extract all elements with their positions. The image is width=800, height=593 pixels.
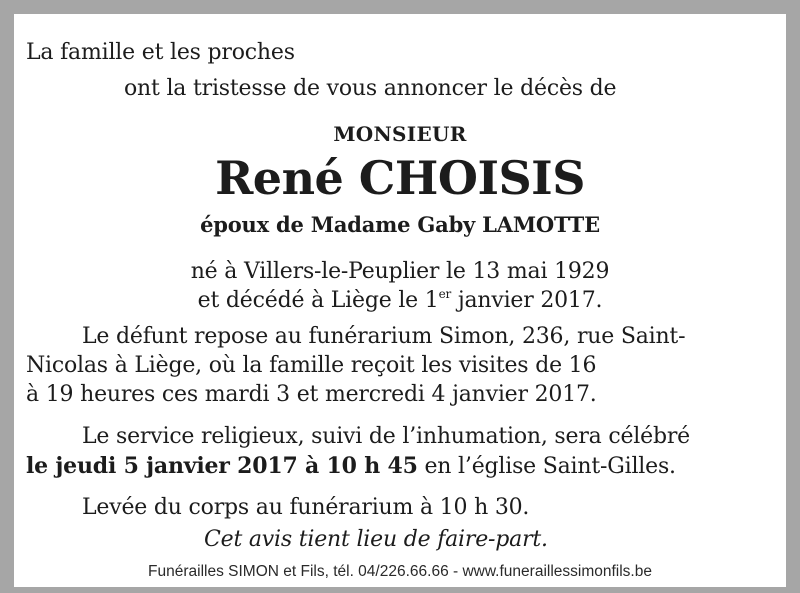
deceased-name: René CHOISIS bbox=[215, 151, 585, 205]
closing-line: Cet avis tient lieu de faire-part. bbox=[204, 527, 548, 552]
levee-line: Levée du corps au funérarium à 10 h 30. bbox=[82, 495, 530, 520]
intro-line-family: La famille et les proches bbox=[26, 40, 295, 65]
service-line-2 bbox=[26, 453, 676, 480]
death-line-suffix: janvier 2017. bbox=[451, 288, 603, 313]
death-line-prefix: et décédé à Liège le 1 bbox=[197, 288, 439, 313]
visits-line-1: Le défunt repose au funérarium Simon, 236, rue Saint- bbox=[82, 324, 686, 349]
service-datetime: le jeudi 5 janvier 2017 à 10 h 45 bbox=[26, 453, 418, 479]
intro-line-announcement: ont la tristesse de vous annoncer le décès de bbox=[124, 76, 617, 101]
service-location: en l’église Saint-Gilles. bbox=[417, 454, 676, 479]
visits-line-2: Nicolas à Liège, où la famille reçoit les visites de 16 bbox=[26, 353, 597, 378]
service-line-1: Le service religieux, suivi de l’inhumation, sera célébré bbox=[82, 424, 690, 449]
birth-line: né à Villers-le-Peuplier le 13 mai 1929 bbox=[190, 259, 610, 284]
death-notice bbox=[14, 14, 786, 587]
spouse-line: époux de Madame Gaby LAMOTTE bbox=[200, 212, 600, 237]
deceased-title: MONSIEUR bbox=[333, 122, 467, 146]
death-line bbox=[14, 288, 786, 314]
visits-line-3: à 19 heures ces mardi 3 et mercredi 4 janvier 2017. bbox=[26, 382, 597, 407]
death-line-ordinal: er bbox=[438, 287, 452, 301]
funeral-home-footer: Funérailles SIMON et Fils, tél. 04/226.66.66 - www.funeraillessimonfils.be bbox=[148, 563, 652, 580]
